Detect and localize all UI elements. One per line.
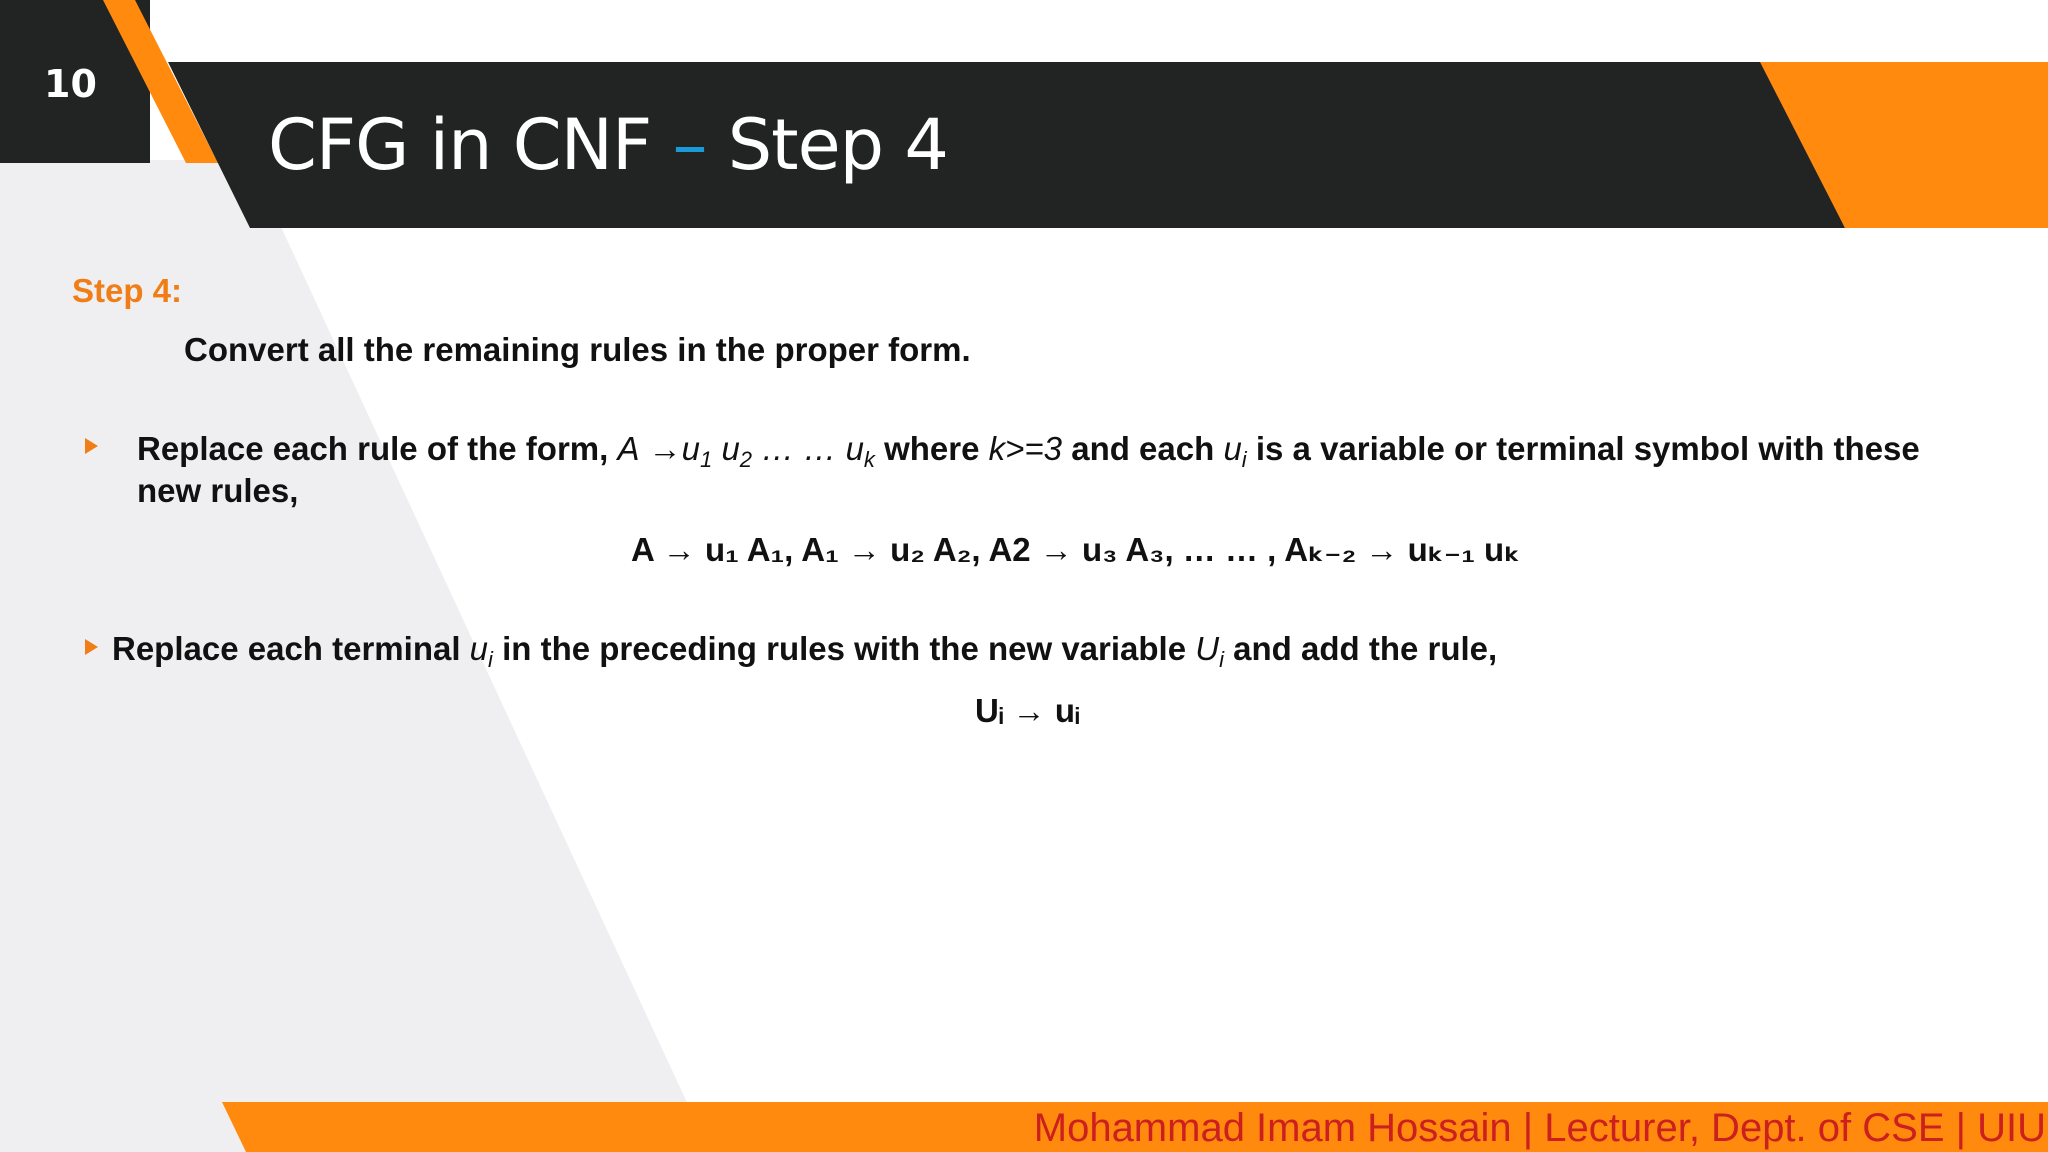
bullet-arrow-icon — [85, 438, 98, 454]
arrow-icon: → — [648, 430, 682, 467]
intro-text: Convert all the remaining rules in the proper form. — [184, 331, 971, 368]
step-label: Step 4: — [72, 272, 183, 309]
bullet-arrow-icon — [85, 639, 98, 655]
title-dash: – — [651, 104, 728, 186]
title-main: CFG in CNF — [268, 104, 652, 186]
bullet-replace-rule: Replace each rule of the form, $A \to u_1$ $u_2$ … … $u_k$ where k>=3 and each $u_i$ is a variable or terminal symbol with these new rules, — [137, 430, 1920, 509]
slide-title — [268, 104, 948, 186]
footer-author: Mohammad Imam Hossain | Lecturer, Dept. of CSE | UIU — [1033, 1106, 2046, 1150]
title-step: Step 4 — [727, 104, 948, 186]
slide-number: 10 — [44, 62, 97, 106]
new-rules-formula: A → u₁ A₁, A₁ → u₂ A₂, A2 → u₃ A₃, … … , Aₖ₋₂ → uₖ₋₁ uₖ — [631, 531, 1521, 568]
terminal-rule-formula: Uᵢ → uᵢ — [975, 692, 1080, 729]
bullet-replace-terminal: Replace each terminal $u_i$ in the preceding rules with the new variable $U_i$ and add the rule, — [112, 630, 1498, 672]
